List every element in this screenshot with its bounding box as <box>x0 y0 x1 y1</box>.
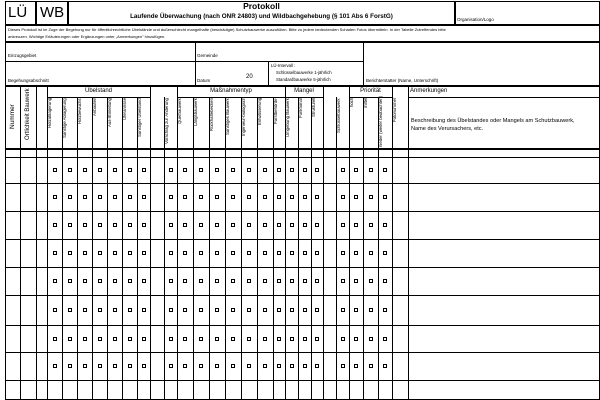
checkbox[interactable] <box>98 337 102 341</box>
checkbox[interactable] <box>383 337 387 341</box>
checkbox[interactable] <box>128 364 132 368</box>
checkbox[interactable] <box>113 195 117 199</box>
checkbox[interactable] <box>354 279 358 283</box>
checkbox[interactable] <box>53 364 57 368</box>
group-uebelstand: Übelstand <box>84 88 113 94</box>
checkbox[interactable] <box>142 364 146 368</box>
group-massnahmentyp-col-6: Entwässerung <box>257 98 262 126</box>
checkbox[interactable] <box>341 168 345 172</box>
page-title: Protokoll <box>243 1 280 11</box>
interval-line2: Schlüsselbauwerke 1-jährlich <box>276 70 332 75</box>
checkbox[interactable] <box>128 168 132 172</box>
checkbox[interactable] <box>113 251 117 255</box>
checkbox[interactable] <box>53 308 57 312</box>
checkbox[interactable] <box>68 337 72 341</box>
checkbox[interactable] <box>128 308 132 312</box>
checkbox[interactable] <box>169 251 173 255</box>
checkbox[interactable] <box>369 195 373 199</box>
checkbox[interactable] <box>199 364 203 368</box>
group-uebelstand-col-5: Aus-/Einleitung <box>107 98 112 127</box>
checkbox[interactable] <box>354 195 358 199</box>
checkbox[interactable] <box>68 251 72 255</box>
checkbox[interactable] <box>247 251 251 255</box>
checkbox[interactable] <box>231 195 235 199</box>
checkbox[interactable] <box>98 279 102 283</box>
checkbox[interactable] <box>383 223 387 227</box>
checkbox[interactable] <box>369 279 373 283</box>
checkbox[interactable] <box>263 168 267 172</box>
checkbox[interactable] <box>263 279 267 283</box>
checkbox[interactable] <box>369 337 373 341</box>
anmerkungen-description: Beschreibung des Übelstandes oder Mangels am Schutzbauwerk, Name des Verursachers, etc. <box>411 118 575 132</box>
checkbox[interactable] <box>315 195 319 199</box>
checkbox[interactable] <box>183 364 187 368</box>
checkbox[interactable] <box>199 195 203 199</box>
checkbox[interactable] <box>315 337 319 341</box>
checkbox[interactable] <box>83 251 87 255</box>
group-massnahmentyp-col-1: Querbauwerk <box>177 98 182 124</box>
checkbox[interactable] <box>369 308 373 312</box>
datum-value[interactable]: 20 <box>246 74 253 80</box>
col-nummer: Nummer <box>9 104 16 130</box>
checkbox[interactable] <box>315 251 319 255</box>
checkbox[interactable] <box>142 337 146 341</box>
group-uebelstand-col-2: Sonstige Ablagerung <box>62 98 67 138</box>
checkbox[interactable] <box>383 308 387 312</box>
einzugsgebiet-field[interactable]: Einzugsgebiet <box>8 53 37 58</box>
checkbox[interactable] <box>183 168 187 172</box>
checkbox[interactable] <box>128 195 132 199</box>
checkbox[interactable] <box>169 337 173 341</box>
col-vorschlag: Vorschlag zur Änderung <box>164 98 169 144</box>
checkbox[interactable] <box>303 337 307 341</box>
checkbox[interactable] <box>68 279 72 283</box>
begehungsabschnitt-field[interactable]: Begehungsabschnitt <box>8 78 49 83</box>
checkbox[interactable] <box>369 168 373 172</box>
group-massnahmentyp-col-2: Längsbauwerk <box>193 98 198 126</box>
page-subtitle: Laufende Überwachung (nach ONR 24803) und Wildbachgehebung (§ 101 Abs 6 ForstG) <box>130 13 393 20</box>
checkbox[interactable] <box>53 223 57 227</box>
checkbox[interactable] <box>215 251 219 255</box>
group-uebelstand-col-1: Holzablagerung <box>47 98 52 129</box>
group-massnahmentyp: Maßnahmentyp <box>210 88 252 94</box>
group-mangel-col-1: Umgebung Bauwerk <box>285 98 290 137</box>
group-prioritaet-col-1: hoch <box>349 98 354 108</box>
col-fotonummer: Fotonummer <box>392 98 397 123</box>
checkbox[interactable] <box>68 223 72 227</box>
checkbox[interactable] <box>247 223 251 227</box>
checkbox[interactable] <box>128 223 132 227</box>
group-prioritaet: Priorität <box>360 88 381 94</box>
group-massnahmentyp-col-3: Rückhaltebecken <box>209 98 214 131</box>
checkbox[interactable] <box>290 308 294 312</box>
checkbox[interactable] <box>199 168 203 172</box>
checkbox[interactable] <box>98 168 102 172</box>
checkbox[interactable] <box>199 279 203 283</box>
checkbox[interactable] <box>263 308 267 312</box>
checkbox[interactable] <box>142 195 146 199</box>
checkbox[interactable] <box>247 337 251 341</box>
checkbox[interactable] <box>215 223 219 227</box>
checkbox[interactable] <box>315 364 319 368</box>
checkbox[interactable] <box>113 223 117 227</box>
checkbox[interactable] <box>183 195 187 199</box>
checkbox[interactable] <box>142 279 146 283</box>
checkbox[interactable] <box>341 195 345 199</box>
checkbox[interactable] <box>98 308 102 312</box>
checkbox[interactable] <box>354 308 358 312</box>
col-schluessel: Schlüsselbauwerk <box>336 98 341 133</box>
checkbox[interactable] <box>277 251 281 255</box>
checkbox[interactable] <box>290 364 294 368</box>
col-anmerkungen: Anmerkungen <box>410 88 448 94</box>
group-mangel: Mangel <box>294 88 314 94</box>
checkbox[interactable] <box>263 337 267 341</box>
checkbox[interactable] <box>277 279 281 283</box>
checkbox[interactable] <box>263 364 267 368</box>
checkbox[interactable] <box>263 223 267 227</box>
checkbox[interactable] <box>169 223 173 227</box>
checkbox[interactable] <box>354 168 358 172</box>
checkbox[interactable] <box>98 251 102 255</box>
checkbox[interactable] <box>263 195 267 199</box>
checkbox[interactable] <box>247 195 251 199</box>
checkbox[interactable] <box>247 279 251 283</box>
checkbox[interactable] <box>315 168 319 172</box>
checkbox[interactable] <box>290 195 294 199</box>
checkbox[interactable] <box>183 223 187 227</box>
group-mangel-col-2: Funktional <box>298 98 303 118</box>
checkbox[interactable] <box>53 337 57 341</box>
checkbox[interactable] <box>303 308 307 312</box>
checkbox[interactable] <box>215 308 219 312</box>
checkbox[interactable] <box>128 251 132 255</box>
checkbox[interactable] <box>53 279 57 283</box>
checkbox[interactable] <box>128 279 132 283</box>
checkbox[interactable] <box>169 279 173 283</box>
checkbox[interactable] <box>183 251 187 255</box>
checkbox[interactable] <box>98 364 102 368</box>
checkbox[interactable] <box>142 223 146 227</box>
checkbox[interactable] <box>215 364 219 368</box>
checkbox[interactable] <box>199 337 203 341</box>
checkbox[interactable] <box>277 364 281 368</box>
checkbox[interactable] <box>303 195 307 199</box>
group-prioritaet-col-3: nieder (weiter beobachten) <box>378 95 383 147</box>
checkbox[interactable] <box>98 195 102 199</box>
checkbox[interactable] <box>341 337 345 341</box>
checkbox[interactable] <box>303 223 307 227</box>
checkbox[interactable] <box>303 168 307 172</box>
checkbox[interactable] <box>341 251 345 255</box>
checkbox[interactable] <box>383 195 387 199</box>
checkbox[interactable] <box>183 308 187 312</box>
group-massnahmentyp-col-5: Ingenieur-biologisch <box>241 98 246 137</box>
checkbox[interactable] <box>354 364 358 368</box>
datum-label: Datum <box>197 78 211 83</box>
checkbox[interactable] <box>215 337 219 341</box>
checkbox[interactable] <box>68 364 72 368</box>
berichterstatter-field[interactable]: Berichterstatter (Name, Unterschrift) <box>366 78 439 83</box>
group-uebelstand-col-3: Holzbewuchs <box>77 98 82 124</box>
col-ortlichkeit: Örtlichkeit Bauwerk <box>25 88 31 140</box>
checkbox[interactable] <box>247 364 251 368</box>
checkbox[interactable] <box>290 168 294 172</box>
interval-line1: LÜ-Intervall : <box>271 63 296 68</box>
group-massnahmentyp-col-4: Sonstiges Bauwerk <box>225 98 230 135</box>
badge-wb: WB <box>40 4 65 21</box>
checkbox[interactable] <box>369 223 373 227</box>
badge-lue: LÜ <box>8 4 28 21</box>
checkbox[interactable] <box>68 195 72 199</box>
checkbox[interactable] <box>215 168 219 172</box>
intro-text-line1: Dieses Protokoll ist im Zuge der Begehung nur für öffentlichrechtliche Übelstände und äußerschlecht mangelhafte (beschädigte) Schutzbauwerke auszufüllen. Bitte zu jedem bedeutenden Schaden Fotos übermitteln. In der Tabelle Zutreffendes bitte <box>8 27 446 32</box>
checkbox[interactable] <box>83 195 87 199</box>
checkbox[interactable] <box>303 279 307 283</box>
checkbox[interactable] <box>231 337 235 341</box>
checkbox[interactable] <box>383 279 387 283</box>
checkbox[interactable] <box>169 308 173 312</box>
group-mangel-col-3: Strukturell <box>311 98 316 118</box>
checkbox[interactable] <box>341 308 345 312</box>
checkbox[interactable] <box>231 308 235 312</box>
checkbox[interactable] <box>68 308 72 312</box>
checkbox[interactable] <box>341 364 345 368</box>
checkbox[interactable] <box>215 195 219 199</box>
interval-line3: Standardbauwerke 5-jährlich <box>276 77 331 82</box>
checkbox[interactable] <box>199 223 203 227</box>
checkbox[interactable] <box>68 168 72 172</box>
checkbox[interactable] <box>83 364 87 368</box>
checkbox[interactable] <box>231 168 235 172</box>
checkbox[interactable] <box>247 168 251 172</box>
checkbox[interactable] <box>277 168 281 172</box>
checkbox[interactable] <box>277 308 281 312</box>
checkbox[interactable] <box>128 337 132 341</box>
checkbox[interactable] <box>315 223 319 227</box>
group-prioritaet-col-2: mittel <box>363 98 368 109</box>
checkbox[interactable] <box>303 251 307 255</box>
checkbox[interactable] <box>199 251 203 255</box>
checkbox[interactable] <box>98 223 102 227</box>
checkbox[interactable] <box>169 195 173 199</box>
checkbox[interactable] <box>290 337 294 341</box>
checkbox[interactable] <box>83 308 87 312</box>
checkbox[interactable] <box>142 251 146 255</box>
checkbox[interactable] <box>247 308 251 312</box>
checkbox[interactable] <box>142 168 146 172</box>
checkbox[interactable] <box>169 168 173 172</box>
checkbox[interactable] <box>231 251 235 255</box>
group-massnahmentyp-col-7: Forstbehörde <box>273 98 278 124</box>
checkbox[interactable] <box>277 195 281 199</box>
checkbox[interactable] <box>341 279 345 283</box>
checkbox[interactable] <box>83 279 87 283</box>
checkbox[interactable] <box>183 279 187 283</box>
gemeinde-field[interactable]: Gemeinde <box>197 53 218 58</box>
checkbox[interactable] <box>53 168 57 172</box>
group-uebelstand-col-4: Anbauten <box>92 98 97 117</box>
checkbox[interactable] <box>53 251 57 255</box>
checkbox[interactable] <box>383 251 387 255</box>
checkbox[interactable] <box>83 168 87 172</box>
checkbox[interactable] <box>354 337 358 341</box>
checkbox[interactable] <box>315 308 319 312</box>
checkbox[interactable] <box>113 337 117 341</box>
checkbox[interactable] <box>290 279 294 283</box>
checkbox[interactable] <box>369 364 373 368</box>
checkbox[interactable] <box>183 337 187 341</box>
checkbox[interactable] <box>113 168 117 172</box>
checkbox[interactable] <box>142 308 146 312</box>
checkbox[interactable] <box>113 279 117 283</box>
checkbox[interactable] <box>169 364 173 368</box>
checkbox[interactable] <box>303 364 307 368</box>
checkbox[interactable] <box>315 279 319 283</box>
checkbox[interactable] <box>383 364 387 368</box>
checkbox[interactable] <box>277 223 281 227</box>
checkbox[interactable] <box>383 168 387 172</box>
checkbox[interactable] <box>263 251 267 255</box>
checkbox[interactable] <box>341 223 345 227</box>
checkbox[interactable] <box>53 195 57 199</box>
checkbox[interactable] <box>290 223 294 227</box>
checkbox[interactable] <box>231 279 235 283</box>
checkbox[interactable] <box>277 337 281 341</box>
group-uebelstand-col-6: Uferanrisse <box>122 98 127 120</box>
checkbox[interactable] <box>83 223 87 227</box>
org-logo-label: Organisation/Logo <box>457 17 494 22</box>
intro-text-line2: ankreuzen. Wichtige Erläuterungen oder Ergänzungen unter „Anmerkungen" hinzufügen. <box>8 34 166 39</box>
checkbox[interactable] <box>354 251 358 255</box>
checkbox[interactable] <box>215 279 219 283</box>
checkbox[interactable] <box>231 364 235 368</box>
checkbox[interactable] <box>290 251 294 255</box>
checkbox[interactable] <box>83 337 87 341</box>
checkbox[interactable] <box>113 364 117 368</box>
checkbox[interactable] <box>113 308 117 312</box>
checkbox[interactable] <box>369 251 373 255</box>
checkbox[interactable] <box>354 223 358 227</box>
checkbox[interactable] <box>199 308 203 312</box>
group-uebelstand-col-7: Sonstiger Übelstand <box>137 98 142 137</box>
checkbox[interactable] <box>231 223 235 227</box>
